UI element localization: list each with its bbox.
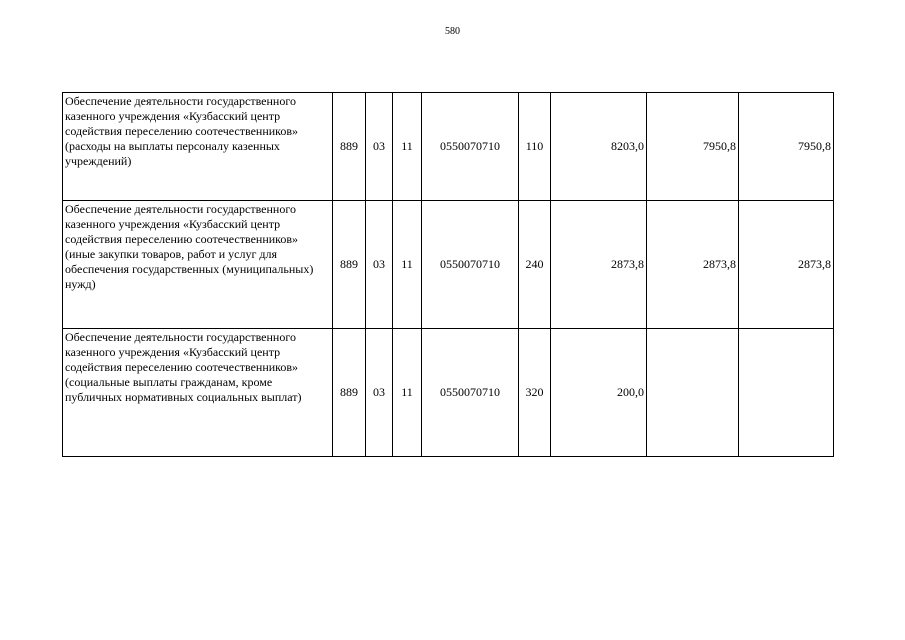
expense-type-code: 110 [519,93,551,201]
amount-year-3: 2873,8 [739,201,834,329]
section-code: 03 [366,329,393,457]
amount-year-2 [647,329,739,457]
row-description: Обеспечение деятельности государственного казенного учреждения «Кузбасский центр содействия переселению соотечественников» (расходы на выплаты персоналу казенных учреждений) [63,93,333,201]
table-row [63,93,834,201]
amount-year-3: 7950,8 [739,93,834,201]
table-row [63,201,834,329]
amount-year-1: 2873,8 [551,201,647,329]
table-row [63,329,834,457]
row-description: Обеспечение деятельности государственного казенного учреждения «Кузбасский центр содействия переселению соотечественников» (иные закупки товаров, работ и услуг для обеспечения государственных (муниципальных) нужд) [63,201,333,329]
amount-year-2: 2873,8 [647,201,739,329]
target-article-code: 0550070710 [422,201,519,329]
ministry-code: 889 [333,93,366,201]
expense-type-code: 240 [519,201,551,329]
ministry-code: 889 [333,329,366,457]
amount-year-1: 8203,0 [551,93,647,201]
subsection-code: 11 [393,93,422,201]
page-number: 580 [445,26,460,37]
subsection-code: 11 [393,201,422,329]
target-article-code: 0550070710 [422,93,519,201]
target-article-code: 0550070710 [422,329,519,457]
ministry-code: 889 [333,201,366,329]
section-code: 03 [366,93,393,201]
expense-type-code: 320 [519,329,551,457]
amount-year-2: 7950,8 [647,93,739,201]
amount-year-1: 200,0 [551,329,647,457]
section-code: 03 [366,201,393,329]
row-description: Обеспечение деятельности государственного казенного учреждения «Кузбасский центр содействия переселению соотечественников» (социальные выплаты гражданам, кроме публичных нормативных социальных выплат) [63,329,333,457]
amount-year-3 [739,329,834,457]
budget-table [62,92,834,457]
subsection-code: 11 [393,329,422,457]
